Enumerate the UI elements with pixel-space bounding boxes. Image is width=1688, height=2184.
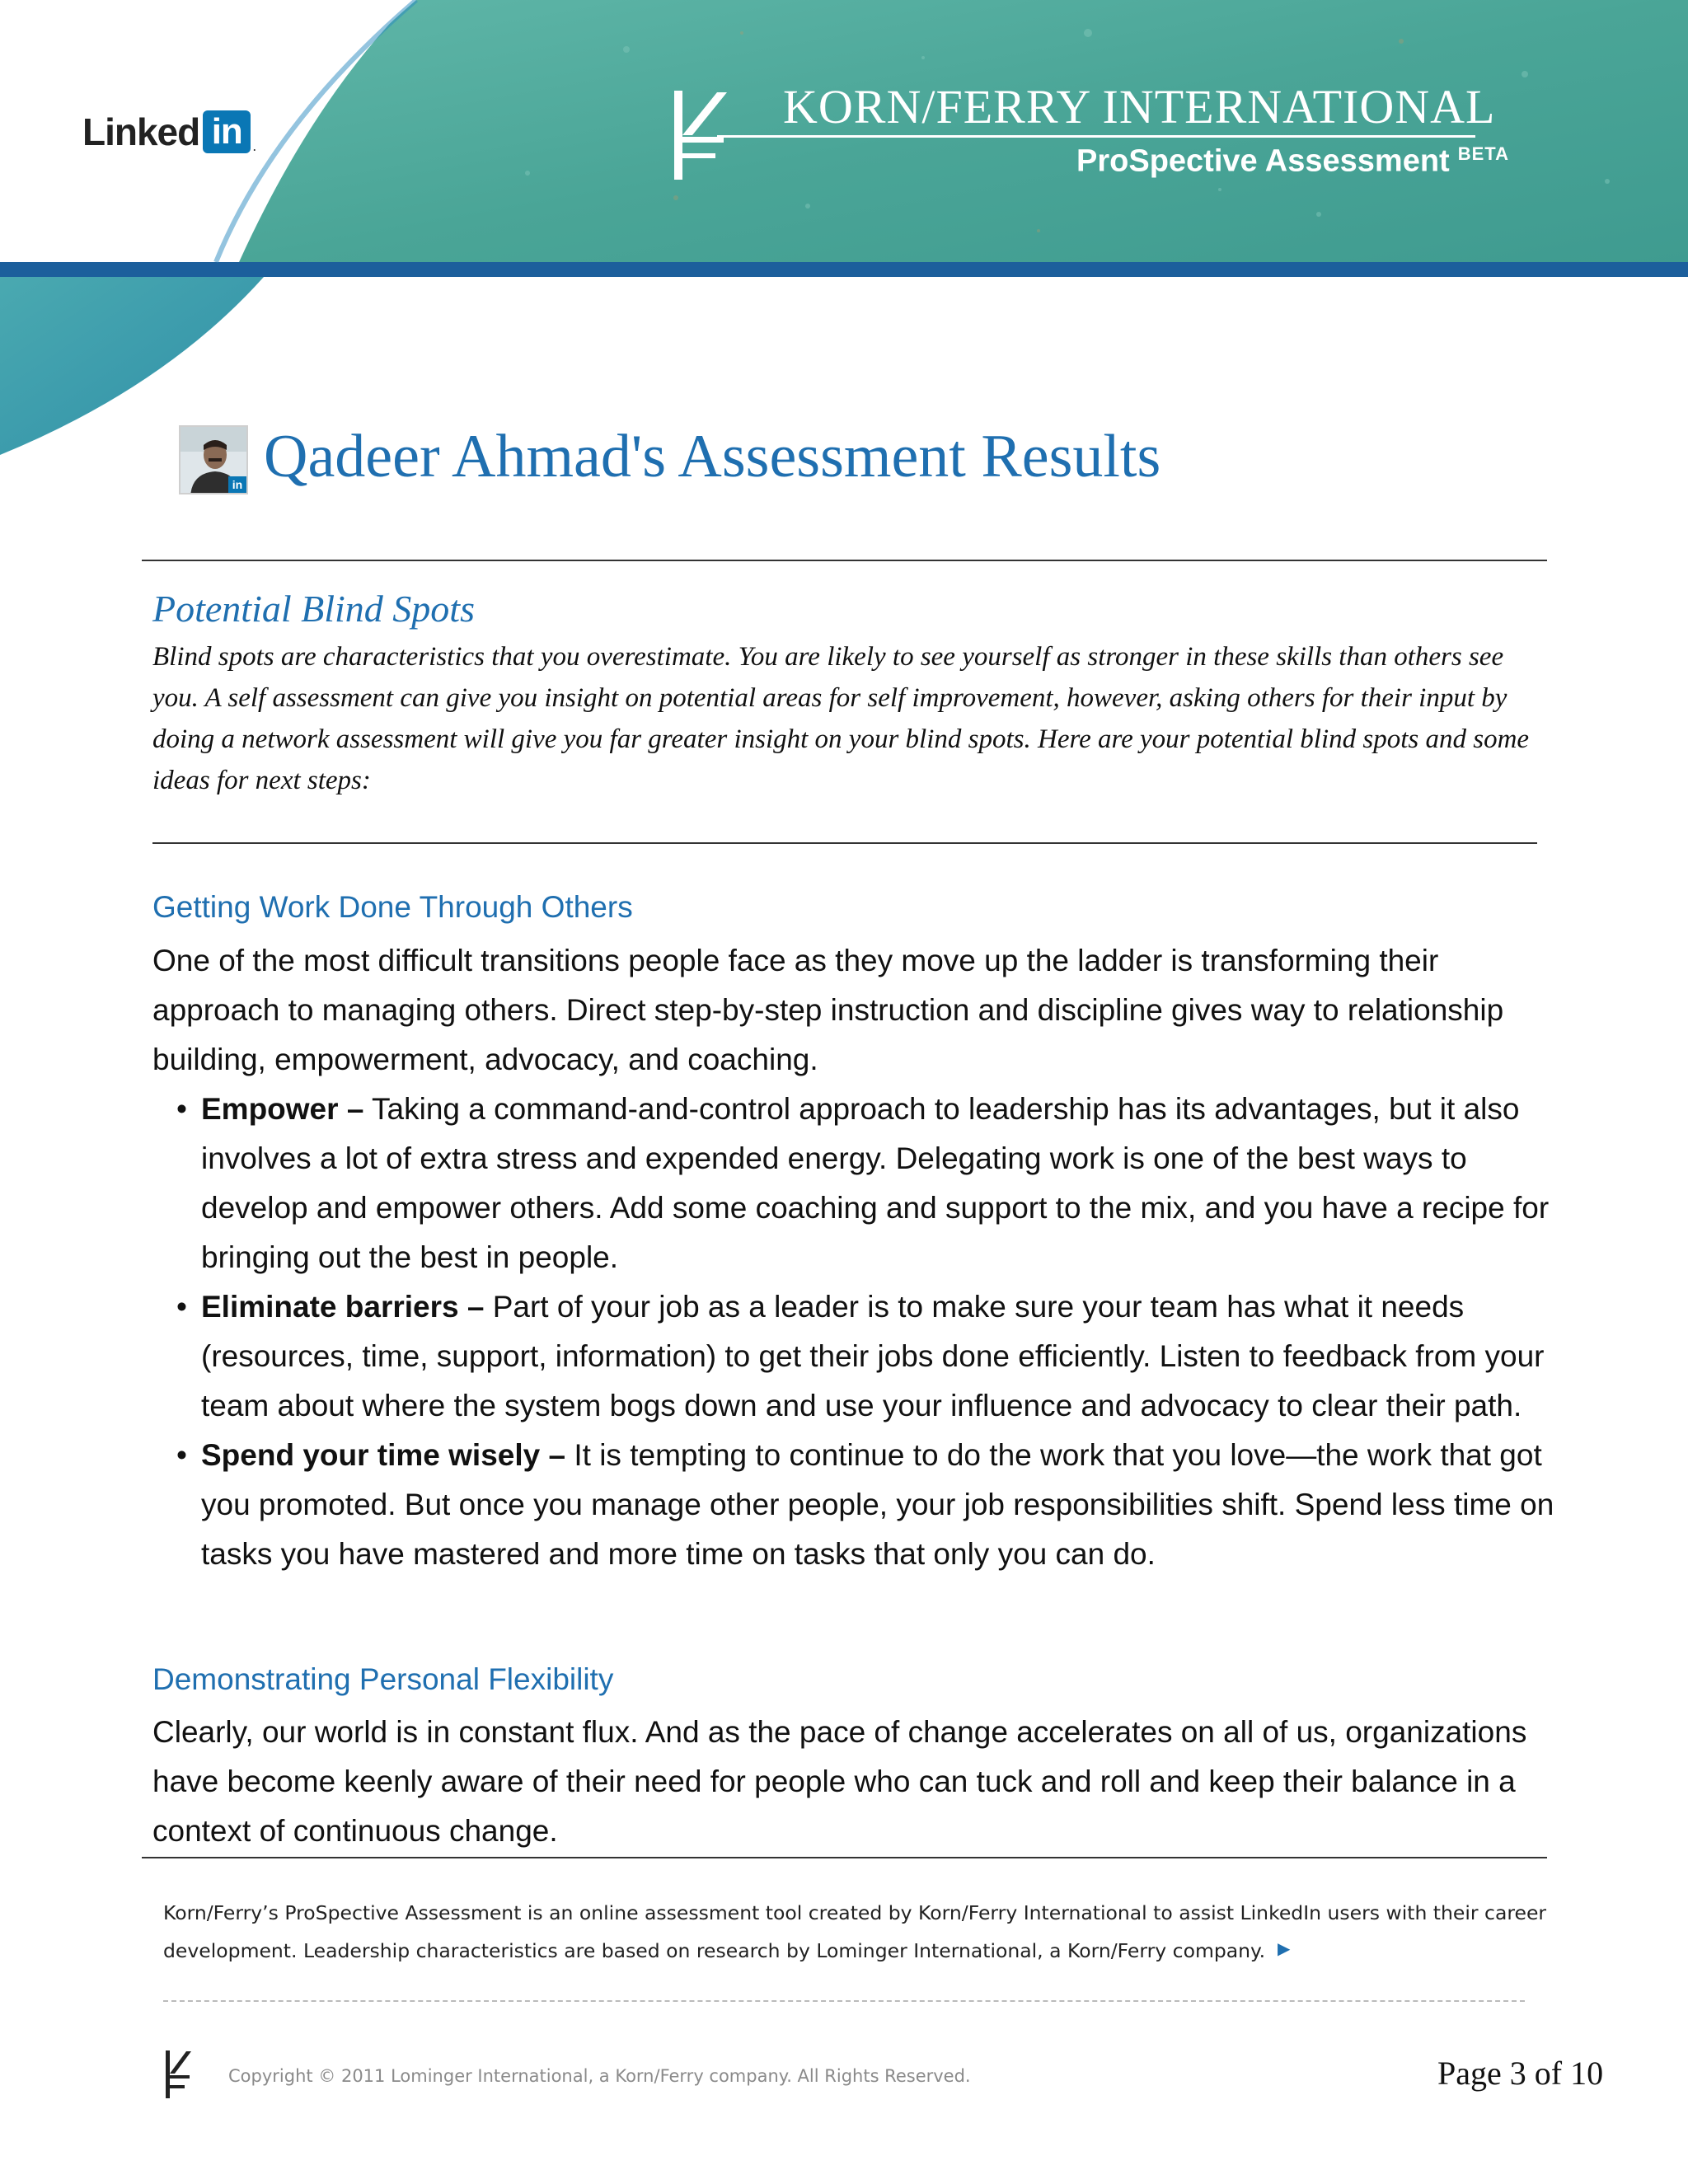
- blind-spots-heading: Potential Blind Spots: [152, 588, 475, 630]
- korn-ferry-small-logo-icon: [163, 2049, 193, 2100]
- tip-text: Part of your job as a leader is to make sure your team has what it needs (resources, time, support, information) to get their jobs done efficiently. Listen to feedback from your team about where the system bogs down and use your influence and advocacy to clear their path.: [201, 1290, 1545, 1422]
- footer-note: Korn/Ferry’s ProSpective Assessment is an online assessment tool created by Korn/Ferry International to assist LinkedIn users with their career development. Leadership characteristics are based on research by Lominger International, a Korn/Ferry company.: [163, 1901, 1547, 1962]
- tips-list: [176, 1085, 1561, 1579]
- page-title: Qadeer Ahmad's Assessment Results: [264, 423, 1161, 490]
- tip-term: Spend your time wisely –: [201, 1438, 566, 1472]
- product-name-text: ProSpective Assessment: [1076, 143, 1450, 179]
- list-item: [176, 1085, 1561, 1282]
- footer-dashed-divider: [163, 2000, 1525, 2002]
- tip-term: Eliminate barriers –: [201, 1290, 485, 1324]
- tip-text: Taking a command-and-control approach to leadership has its advantages, but it also involves a lot of extra stress and expended energy. Delegating work is one of the best ways to develop and empower others. Add some coaching and support to the mix, and you have a recipe for bringing out the best in people.: [201, 1092, 1550, 1274]
- linkedin-logo-dot: .: [252, 138, 257, 154]
- beta-badge: BETA: [1457, 143, 1509, 164]
- page-number: Page 3 of 10: [1437, 2055, 1604, 2092]
- avatar: [179, 425, 248, 494]
- next-arrow-icon[interactable]: ▶: [1278, 1940, 1291, 1958]
- bullet-icon: •: [176, 1438, 187, 1472]
- section-heading-personal-flexibility: Demonstrating Personal Flexibility: [152, 1662, 614, 1696]
- header-divider: [717, 135, 1475, 138]
- list-item: [176, 1431, 1561, 1579]
- content-bottom-divider: [142, 1857, 1547, 1858]
- header-background: [0, 0, 1688, 462]
- linkedin-logo-in-box: in: [203, 110, 251, 153]
- copyright-text: Copyright © 2011 Lominger International, a Korn/Ferry company. All Rights Reserved.: [228, 2066, 971, 2086]
- linkedin-logo-word: Linked: [82, 110, 200, 153]
- section-text-personal-flexibility: Clearly, our world is in constant flux. And as the pace of change accelerates on all of us, organizations have become keenly aware of their need for people who can tuck and roll and keep their balance in a context of continuous change.: [152, 1715, 1527, 1848]
- avatar-linkedin-badge: in: [228, 476, 246, 493]
- section-text-work-through-others: One of the most difficult transitions people face as they move up the ladder is transforming their approach to managing others. Direct step-by-step instruction and discipline gives way to relationship building, empowerment, advocacy, and coaching.: [152, 944, 1504, 1076]
- tip-term: Empower –: [201, 1092, 364, 1126]
- page-header: [0, 0, 1688, 462]
- bullet-icon: •: [176, 1290, 187, 1324]
- company-name: KORN/FERRY INTERNATIONAL: [783, 80, 1496, 134]
- section-heading-work-through-others: Getting Work Done Through Others: [152, 890, 633, 924]
- bullet-icon: •: [176, 1092, 187, 1126]
- tip-text: It is tempting to continue to do the work that you love—the work that got you promoted. But once you manage other people, your job responsibilities shift. Spend less time on tasks you have mastered and more time on tasks that only you can do.: [201, 1438, 1554, 1571]
- linkedin-logo: [82, 109, 256, 155]
- intro-divider: [152, 842, 1537, 844]
- list-item: [176, 1282, 1561, 1431]
- product-name: [1076, 143, 1509, 180]
- title-divider: [142, 560, 1547, 561]
- blind-spots-intro: Blind spots are characteristics that you overestimate. You are likely to see yourself as stronger in these skills than others see you. A self assessment can give you insight on potential areas for self improvement, however, asking others for their input by doing a network assessment will give you far greater insight on your blind spots. Here are your potential blind spots and some ideas for next steps:: [152, 642, 1530, 795]
